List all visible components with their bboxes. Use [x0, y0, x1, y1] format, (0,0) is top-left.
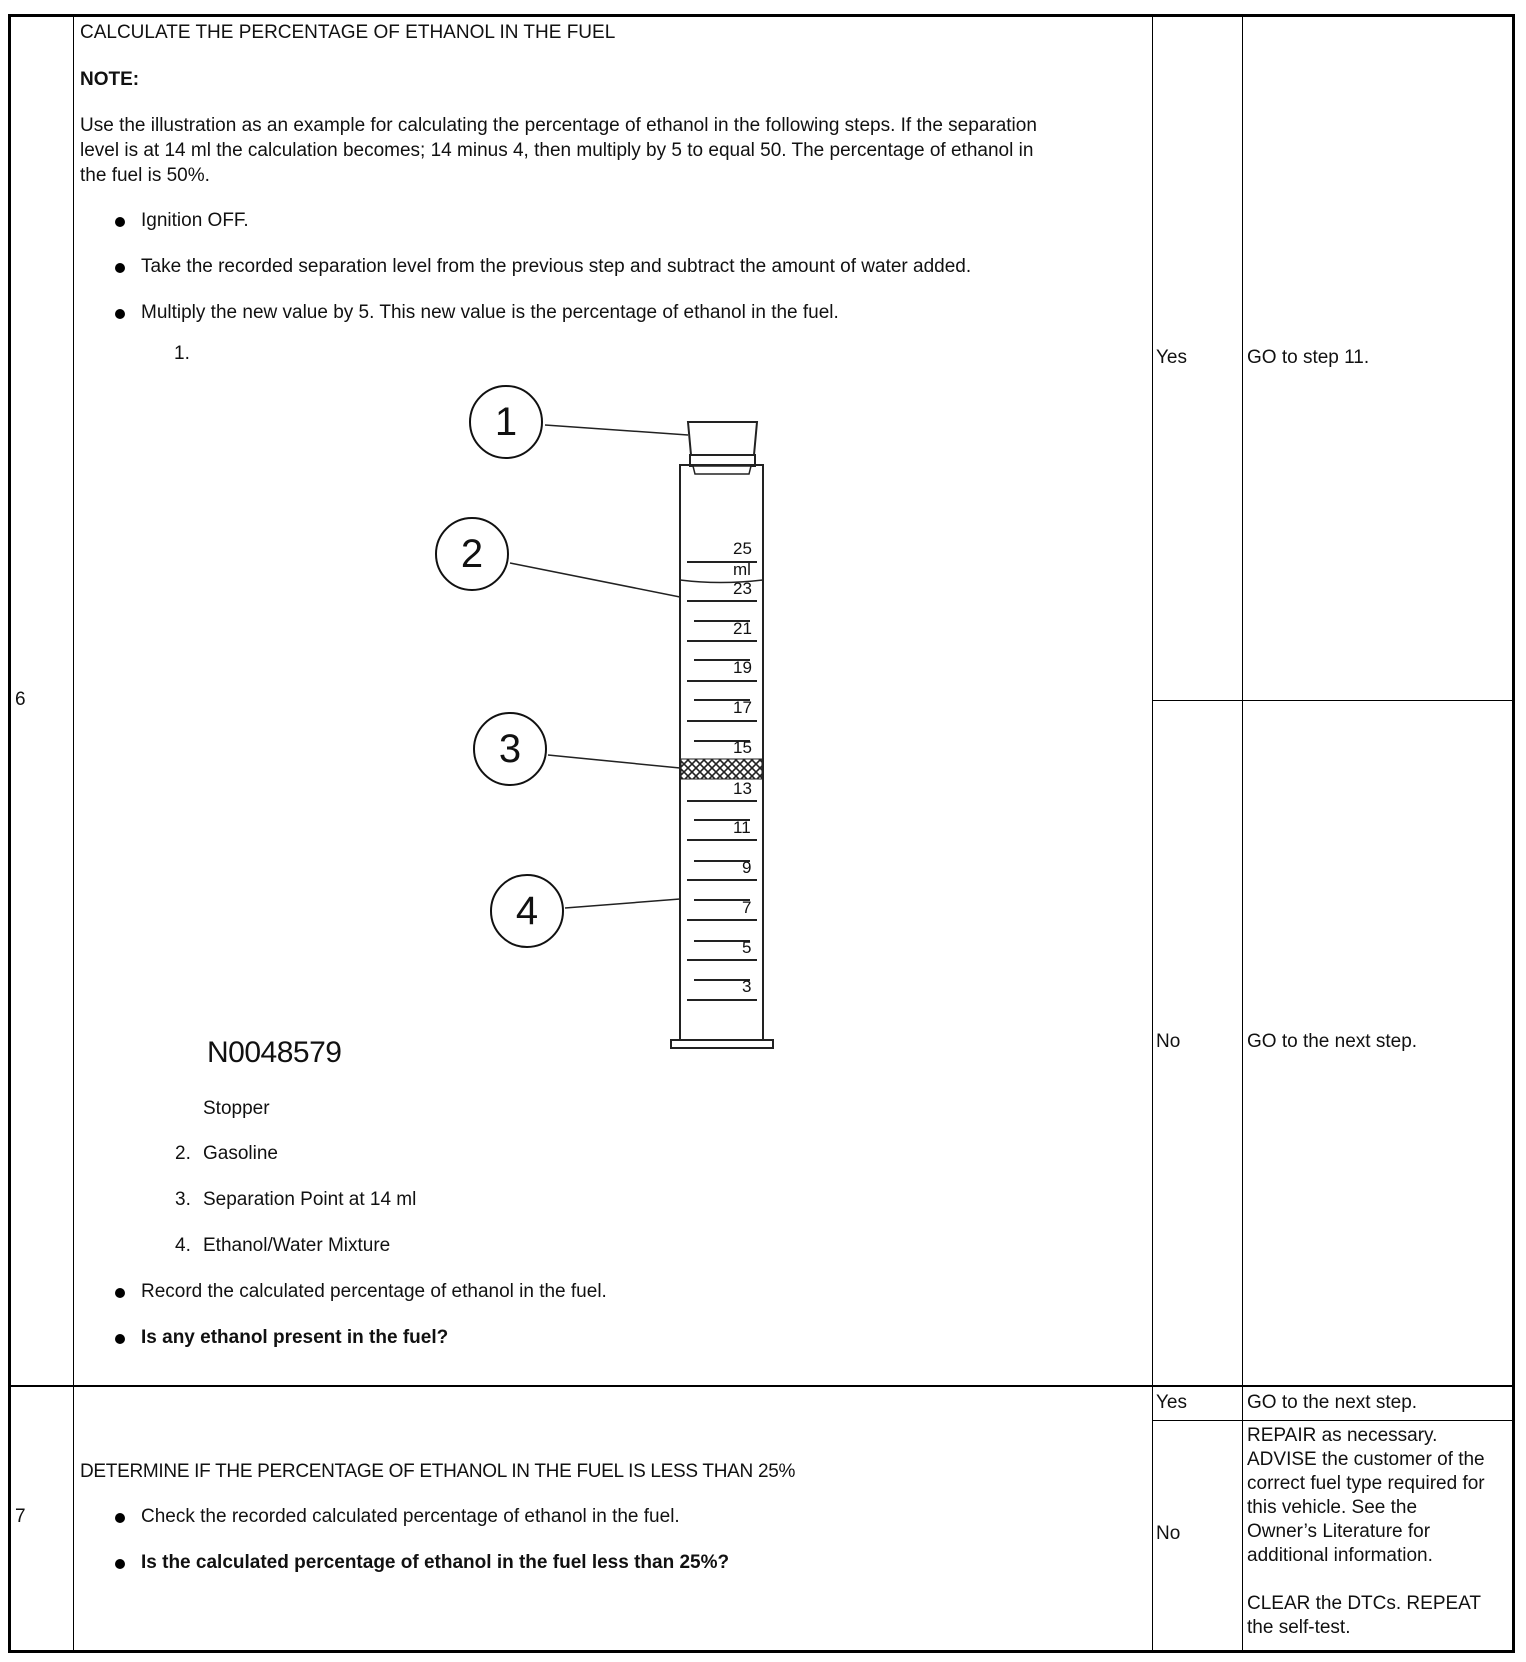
action-line: additional information. — [1247, 1545, 1433, 1566]
scale-label: 21 — [733, 619, 752, 638]
legend-label-gasoline: Gasoline — [203, 1143, 278, 1164]
callout-4: 4 — [490, 874, 564, 948]
step-6-action-yes[interactable]: GO to step 11. — [1247, 347, 1370, 368]
step-7-question: Is the calculated percentage of ethanol in the fuel less than 25%? — [141, 1552, 730, 1573]
scale-label: 23 — [733, 579, 752, 598]
step-7-answer-no: No — [1156, 1523, 1181, 1544]
spacer — [1247, 1568, 1512, 1592]
bullet-record-percentage: Record the calculated percentage of ethanol in the fuel. — [141, 1281, 607, 1302]
bullet-ignition-off: Ignition OFF. — [141, 210, 249, 231]
note-text-line-1: Use the illustration as an example for calculating the percentage of ethanol in the following steps. If the separation — [80, 115, 1037, 136]
bullet-check-percentage: Check the recorded calculated percentage of ethanol in the fuel. — [141, 1506, 680, 1527]
scale-label: 25 — [733, 539, 752, 558]
scale-label: 19 — [733, 658, 752, 677]
scale-label: 7 — [742, 898, 752, 917]
legend-num-3: 3. — [175, 1189, 191, 1210]
figure-list-number: 1. — [174, 343, 190, 364]
step-6-question: Is any ethanol present in the fuel? — [141, 1327, 449, 1348]
action-line: REPAIR as necessary. — [1247, 1425, 1438, 1446]
step-7-action-yes[interactable]: GO to the next step. — [1247, 1392, 1418, 1413]
step-6-answer-yes: Yes — [1156, 347, 1187, 368]
step-number-6: 6 — [15, 689, 26, 710]
bullet-icon — [115, 1334, 125, 1344]
scale-label: 11 — [733, 818, 751, 837]
legend-label-ethanol-water: Ethanol/Water Mixture — [203, 1235, 391, 1256]
action-line: this vehicle. See the — [1247, 1497, 1418, 1518]
legend-label-separation-point: Separation Point at 14 ml — [203, 1189, 417, 1210]
callout-3: 3 — [473, 712, 547, 786]
bullet-icon — [115, 1513, 125, 1523]
bullet-icon — [115, 1559, 125, 1569]
action-line: ADVISE the customer of the — [1247, 1449, 1485, 1470]
step-7-title: DETERMINE IF THE PERCENTAGE OF ETHANOL IN THE FUEL IS LESS THAN 25% — [80, 1461, 796, 1482]
legend-label-stopper: Stopper — [203, 1098, 270, 1119]
callout-1: 1 — [469, 385, 543, 459]
step-6-answer-no: No — [1156, 1031, 1181, 1052]
bullet-subtract-water: Take the recorded separation level from the previous step and subtract the amount of water added. — [141, 256, 972, 277]
step-number-7: 7 — [15, 1506, 26, 1527]
note-text-line-2: level is at 14 ml the calculation becomes; 14 minus 4, then multiply by 5 to equal 50. The percentage of ethanol in — [80, 140, 1034, 161]
scale-label: 5 — [742, 938, 752, 957]
step-6-action-no[interactable]: GO to the next step. — [1247, 1031, 1418, 1052]
note-text-line-3: the fuel is 50%. — [80, 165, 210, 186]
bullet-multiply-by-5: Multiply the new value by 5. This new value is the percentage of ethanol in the fuel. — [141, 302, 839, 323]
scale-label: 3 — [742, 977, 752, 996]
step-6-title: CALCULATE THE PERCENTAGE OF ETHANOL IN THE FUEL — [80, 22, 616, 43]
scale-label: 9 — [742, 858, 752, 877]
action-line: correct fuel type required for — [1247, 1473, 1485, 1494]
step-7-answer-yes: Yes — [1156, 1392, 1187, 1413]
scale-label: 17 — [733, 698, 752, 717]
callout-2: 2 — [435, 517, 509, 591]
action-line: Owner’s Literature for — [1247, 1521, 1431, 1542]
bullet-icon — [115, 1288, 125, 1298]
action-line: the self-test. — [1247, 1617, 1351, 1638]
legend-num-4: 4. — [175, 1235, 191, 1256]
scale-unit: ml — [733, 560, 751, 579]
action-line: CLEAR the DTCs. REPEAT — [1247, 1593, 1482, 1614]
legend-num-2: 2. — [175, 1143, 191, 1164]
scale-label: 13 — [733, 779, 752, 798]
scale-label: 15 — [733, 738, 752, 757]
step-7-action-no — [1247, 1424, 1512, 1640]
figure-id: N0048579 — [207, 1036, 342, 1069]
note-label: NOTE: — [80, 69, 140, 90]
